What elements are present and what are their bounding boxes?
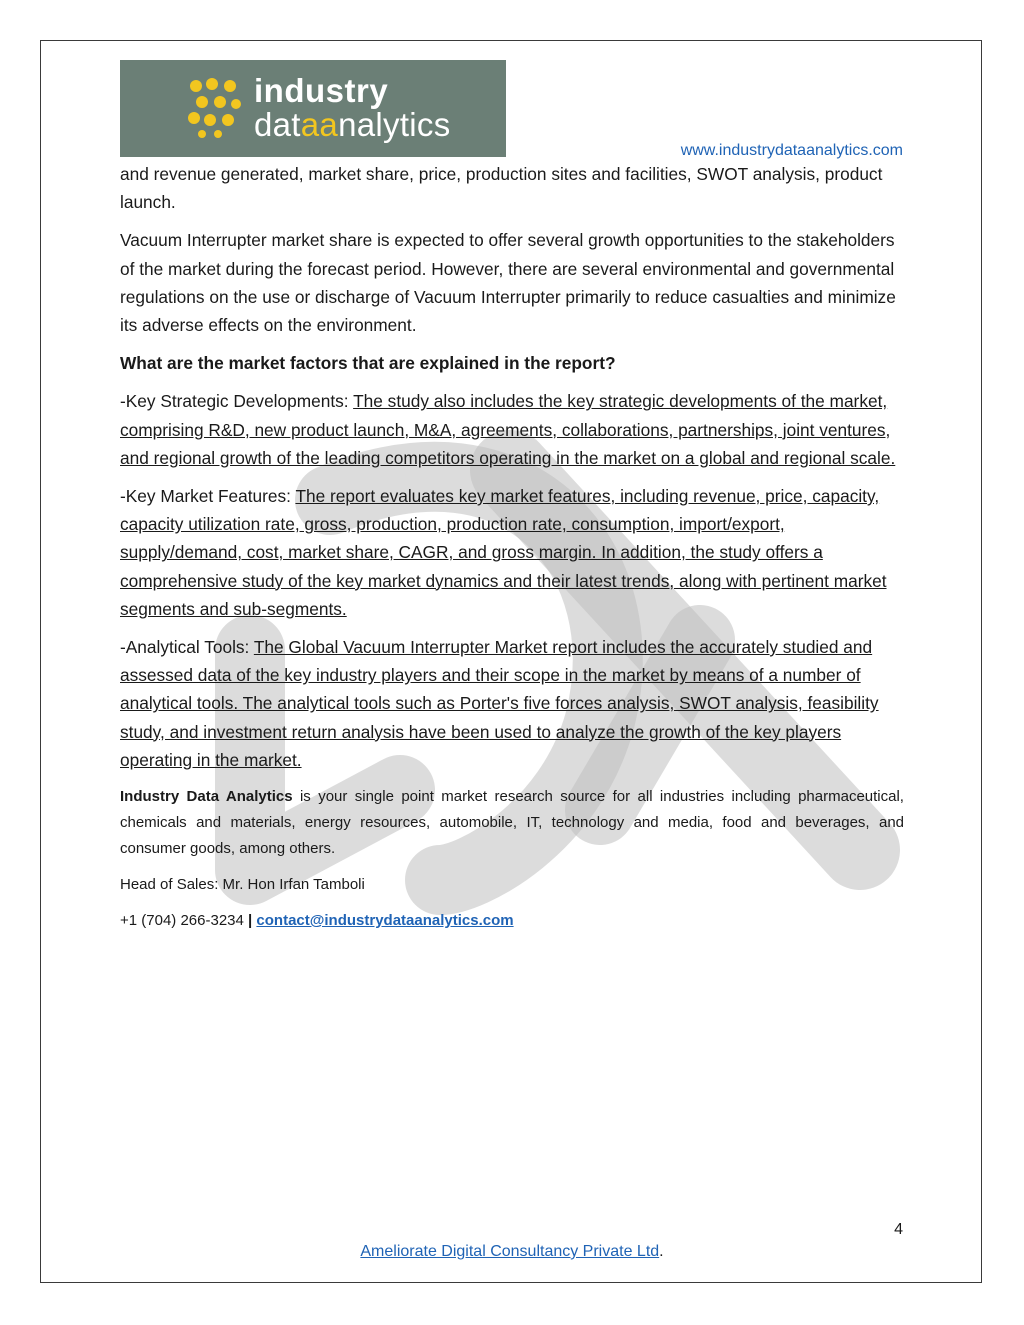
email-link[interactable]: contact@industrydataanalytics.com: [256, 912, 514, 930]
footer: Ameliorate Digital Consultancy Private Ltd.: [360, 1243, 664, 1260]
logo-dots-icon: [188, 78, 244, 138]
page-number: 4: [894, 1221, 903, 1238]
logo-word-dataanalytics: dataanalytics: [254, 106, 451, 143]
website-link[interactable]: www.industrydataanalytics.com: [680, 142, 903, 159]
section-question: What are the market factors that are explained in the report?: [120, 353, 616, 374]
company-logo: [120, 60, 506, 157]
paragraph-market-share: Vacuum Interrupter market share is expected to offer several growth opportunities to the stakeholders of the market during the forecast period. However, there are several environmental and governmental regulations on the use or discharge of Vacuum Interrupter primarily to reduce casualties and minimize its adverse effects on the environment.: [120, 230, 896, 336]
head-of-sales: Head of Sales: Mr. Hon Irfan Tamboli: [120, 876, 365, 894]
paragraph-continuation: and revenue generated, market share, price, production sites and facilities, SWOT analysis, product launch.: [120, 164, 883, 213]
item-key-strategic-developments: -Key Strategic Developments: The study also includes the key strategic developments of the market, comprising R&D, new product launch, M&A, agreements, collaborations, partnerships, joint ventures, and regional growth of the leading competitors operating in the market on a global and regional scale.: [120, 391, 896, 468]
document-body: [120, 160, 904, 944]
phone-number: +1 (704) 266-3234: [120, 912, 244, 930]
footer-company-link[interactable]: Ameliorate Digital Consultancy Private Ltd: [360, 1243, 660, 1260]
about-company: Industry Data Analytics is your single point market research source for all industries including pharmaceutical, chemicals and materials, energy resources, automobile, IT, technology and media, food and beverages, and consumer goods, among others.: [120, 788, 904, 858]
item-key-market-features: -Key Market Features: The report evaluates key market features, including revenue, price, capacity, capacity utilization rate, gross, production, production rate, consumption, import/export, supply/demand, cost, market share, CAGR, and gross margin. In addition, the study offers a comprehensive study of the key market dynamics and their latest trends, along with pertinent market segments and sub-segments.: [120, 486, 887, 619]
logo-word-industry: industry: [254, 72, 389, 109]
contact-line: +1 (704) 266-3234 | contact@industrydataanalytics.com: [120, 912, 514, 930]
item-analytical-tools: -Analytical Tools: The Global Vacuum Interrupter Market report includes the accurately studied and assessed data of the key industry players and their scope in the market by means of a number of analytical tools. The analytical tools such as Porter's five forces analysis, SWOT analysis, feasibility study, and investment return analysis have been used to analyze the growth of the key players operating in the market.: [120, 637, 879, 770]
